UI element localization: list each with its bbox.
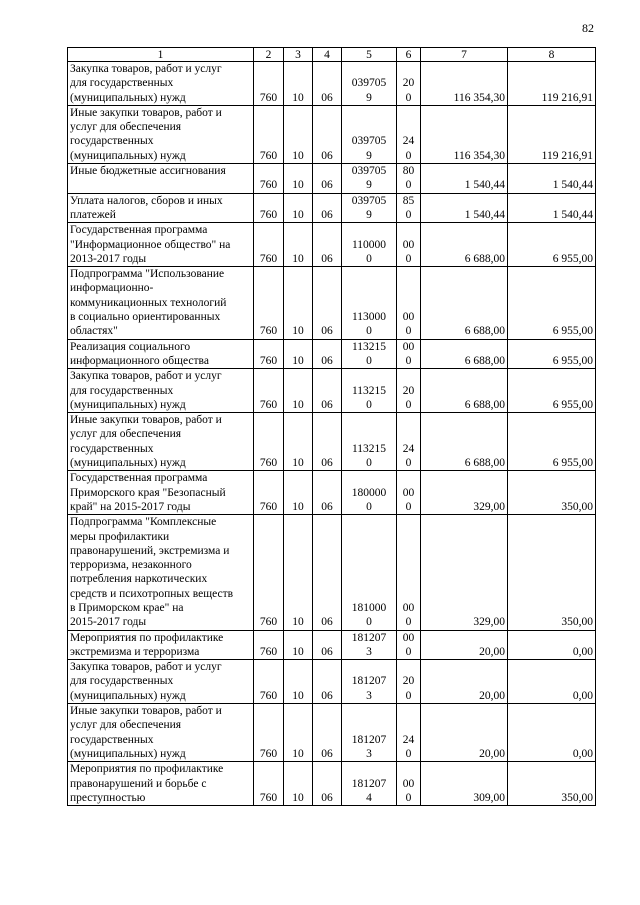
row-name [68,267,254,339]
subsection-code: 06 [313,193,342,223]
ministry-code: 760 [254,369,284,413]
row-name [68,515,254,630]
target-article-code [342,413,397,471]
row-name-line: Подпрограмма "Комплексные [70,516,217,529]
expense-type-code [397,660,421,704]
row-name-line: меры профилактики [70,530,170,543]
amount-year-1: 329,00 [421,515,508,630]
row-name [68,660,254,704]
amount-year-1: 6 688,00 [421,339,508,369]
row-name-line: в Приморском крае" на [70,601,184,614]
row-name-line: для государственных [70,675,174,688]
section-code: 10 [284,471,313,515]
row-name-line: (муниципальных) нужд [70,149,186,162]
row-name [68,704,254,762]
amount-year-1: 1 540,44 [421,193,508,223]
row-name [68,762,254,806]
ministry-code: 760 [254,105,284,163]
amount-year-1: 116 354,30 [421,62,508,106]
row-name-line: коммуникационных технологий [70,296,227,309]
expense-type-code-part: 0 [405,398,412,411]
expense-type-code-part: 0 [405,208,412,221]
row-name-line: Иные закупки товаров, работ и [70,106,222,119]
amount-year-1: 1 540,44 [421,164,508,194]
expense-type-code-part: 0 [405,616,412,629]
target-article-code-part: 039705 [351,135,387,148]
target-article-code [342,762,397,806]
amount-year-2: 119 216,91 [508,105,596,163]
row-name [68,339,254,369]
row-name-line: государственных [70,733,154,746]
expense-type-code-part: 00 [402,340,415,353]
row-name-line: Иные закупки товаров, работ и [70,705,222,718]
target-article-code [342,369,397,413]
ministry-code: 760 [254,762,284,806]
row-name-line: услуг для обеспечения [70,121,182,134]
target-article-code-part: 0 [366,325,372,338]
row-name-line: информационно- [70,282,154,295]
target-article-code-part: 110000 [351,238,387,251]
row-name-line: "Информационное общество" на [70,238,231,251]
header-row [68,48,596,62]
target-article-code [342,471,397,515]
row-name-line: для государственных [70,77,174,90]
amount-year-2: 6 955,00 [508,369,596,413]
amount-year-2: 1 540,44 [508,193,596,223]
amount-year-2: 6 955,00 [508,339,596,369]
target-article-code-part: 039705 [351,77,387,90]
column-header: 7 [421,48,508,62]
row-name-line: правонарушений и борьбе с [70,777,207,790]
row-name [68,471,254,515]
expense-type-code-part: 00 [402,777,415,790]
row-name-line: государственных [70,135,154,148]
expense-type-code-part: 0 [405,325,412,338]
table-row [68,164,596,194]
expense-type-code-part: 85 [402,194,415,207]
ministry-code: 760 [254,223,284,267]
expense-type-code-part: 0 [405,689,412,702]
target-article-code [342,704,397,762]
column-header: 3 [284,48,313,62]
row-name-line: Мероприятия по профилактике [70,763,224,776]
row-name-line: терроризма, незаконного [70,559,192,572]
row-name [68,105,254,163]
row-name [68,413,254,471]
column-header: 4 [313,48,342,62]
row-name-line: правонарушений, экстремизма и [70,544,230,557]
row-name-line: Государственная программа [70,472,208,485]
row-name-line: 2013-2017 годы [70,252,147,265]
amount-year-1: 329,00 [421,471,508,515]
expense-type-code-part: 24 [402,135,415,148]
target-article-code-part: 3 [366,747,372,760]
amount-year-1: 309,00 [421,762,508,806]
amount-year-2: 350,00 [508,515,596,630]
target-article-code-part: 4 [366,791,372,804]
target-article-code-part: 0 [366,252,372,265]
expense-type-code [397,630,421,660]
subsection-code: 06 [313,369,342,413]
section-code: 10 [284,630,313,660]
expense-type-code [397,369,421,413]
subsection-code: 06 [313,762,342,806]
amount-year-2: 119 216,91 [508,62,596,106]
target-article-code [342,267,397,339]
amount-year-2: 6 955,00 [508,413,596,471]
section-code: 10 [284,223,313,267]
subsection-code: 06 [313,339,342,369]
section-code: 10 [284,105,313,163]
ministry-code: 760 [254,660,284,704]
row-name-line: платежей [70,208,116,221]
target-article-code-part: 0 [366,500,372,513]
target-article-code-part: 181207 [351,675,387,688]
column-header: 5 [342,48,397,62]
row-name-line: (муниципальных) нужд [70,689,186,702]
expense-type-code-part: 0 [405,500,412,513]
table-row [68,62,596,106]
subsection-code: 06 [313,62,342,106]
row-name-line: средств и психотропных веществ [70,587,234,600]
row-name-line: Закупка товаров, работ и услуг [70,661,222,674]
table-row [68,471,596,515]
expense-type-code-part: 00 [402,631,415,644]
target-article-code [342,515,397,630]
target-article-code [342,164,397,194]
table-row [68,413,596,471]
budget-table [67,47,596,806]
section-code: 10 [284,193,313,223]
column-header: 2 [254,48,284,62]
amount-year-2: 350,00 [508,471,596,515]
target-article-code-part: 113215 [351,384,387,397]
ministry-code: 760 [254,471,284,515]
target-article-code-part: 0 [366,457,372,470]
column-header: 6 [397,48,421,62]
table-row [68,704,596,762]
ministry-code: 760 [254,704,284,762]
row-name-line: услуг для обеспечения [70,428,182,441]
row-name-line: государственных [70,442,154,455]
target-article-code-part: 113215 [351,340,387,353]
expense-type-code-part: 0 [405,354,412,367]
section-code: 10 [284,660,313,704]
table-row [68,369,596,413]
subsection-code: 06 [313,515,342,630]
section-code: 10 [284,267,313,339]
ministry-code: 760 [254,164,284,194]
section-code: 10 [284,164,313,194]
expense-type-code-part: 0 [405,791,412,804]
row-name-line: для государственных [70,384,174,397]
table-row [68,630,596,660]
expense-type-code-part: 20 [402,77,415,90]
section-code: 10 [284,762,313,806]
target-article-code-part: 9 [366,149,372,162]
amount-year-2: 0,00 [508,704,596,762]
row-name-line: (муниципальных) нужд [70,398,186,411]
expense-type-code-part: 20 [402,675,415,688]
table-row [68,105,596,163]
subsection-code: 06 [313,471,342,515]
row-name-line: край" на 2015-2017 годы [70,500,191,513]
row-name [68,193,254,223]
amount-year-2: 6 955,00 [508,223,596,267]
row-name-line: преступностью [70,791,146,804]
target-article-code-part: 0 [366,354,372,367]
expense-type-code [397,62,421,106]
target-article-code-part: 039705 [351,194,387,207]
ministry-code: 760 [254,339,284,369]
table-row [68,515,596,630]
amount-year-1: 6 688,00 [421,413,508,471]
subsection-code: 06 [313,413,342,471]
row-name [68,164,254,194]
target-article-code-part: 9 [366,91,372,104]
amount-year-2: 0,00 [508,660,596,704]
ministry-code: 760 [254,413,284,471]
row-name-line: Подпрограмма "Использование [70,268,225,281]
table-row [68,193,596,223]
expense-type-code-part: 0 [405,149,412,162]
row-name-line: (муниципальных) нужд [70,91,186,104]
target-article-code [342,339,397,369]
expense-type-code-part: 0 [405,645,412,658]
amount-year-2: 350,00 [508,762,596,806]
target-article-code-part: 0 [366,398,372,411]
expense-type-code [397,223,421,267]
amount-year-2: 0,00 [508,630,596,660]
amount-year-1: 116 354,30 [421,105,508,163]
expense-type-code [397,704,421,762]
amount-year-2: 1 540,44 [508,164,596,194]
subsection-code: 06 [313,105,342,163]
target-article-code [342,105,397,163]
row-name-line: услуг для обеспечения [70,719,182,732]
target-article-code [342,660,397,704]
target-article-code-part: 181000 [351,601,387,614]
target-article-code-part: 113000 [351,311,387,324]
row-name-line: Уплата налогов, сборов и иных [70,194,223,207]
expense-type-code-part: 00 [402,486,415,499]
amount-year-1: 6 688,00 [421,369,508,413]
target-article-code-part: 180000 [351,486,387,499]
expense-type-code [397,471,421,515]
ministry-code: 760 [254,515,284,630]
target-article-code-part: 181207 [351,777,387,790]
section-code: 10 [284,369,313,413]
expense-type-code-part: 80 [402,165,415,178]
amount-year-2: 6 955,00 [508,267,596,339]
table-row [68,762,596,806]
expense-type-code [397,515,421,630]
section-code: 10 [284,62,313,106]
expense-type-code-part: 0 [405,179,412,192]
subsection-code: 06 [313,164,342,194]
expense-type-code-part: 0 [405,457,412,470]
row-name-line: в социально ориентированных [70,311,221,324]
target-article-code [342,193,397,223]
subsection-code: 06 [313,660,342,704]
target-article-code-part: 3 [366,689,372,702]
table-row [68,339,596,369]
expense-type-code-part: 20 [402,384,415,397]
row-name-line: потребления наркотических [70,573,208,586]
row-name-line: Приморского края "Безопасный [70,486,226,499]
ministry-code: 760 [254,62,284,106]
section-code: 10 [284,413,313,471]
target-article-code [342,223,397,267]
expense-type-code [397,267,421,339]
amount-year-1: 6 688,00 [421,223,508,267]
row-name-line: Закупка товаров, работ и услуг [70,63,222,75]
row-name [68,369,254,413]
expense-type-code-part: 0 [405,91,412,104]
column-header: 8 [508,48,596,62]
target-article-code [342,630,397,660]
row-name-line: (муниципальных) нужд [70,457,186,470]
row-name-line: Иные закупки товаров, работ и [70,414,222,427]
row-name-line: Государственная программа [70,224,208,237]
expense-type-code-part: 00 [402,311,415,324]
row-name-line: областях" [70,325,118,338]
table-row [68,267,596,339]
ministry-code: 760 [254,267,284,339]
expense-type-code [397,762,421,806]
row-name-line: 2015-2017 годы [70,616,147,629]
expense-type-code [397,413,421,471]
expense-type-code [397,193,421,223]
subsection-code: 06 [313,630,342,660]
subsection-code: 06 [313,223,342,267]
row-name-line: Закупка товаров, работ и услуг [70,370,222,383]
expense-type-code-part: 24 [402,733,415,746]
target-article-code-part: 181207 [351,733,387,746]
section-code: 10 [284,704,313,762]
expense-type-code-part: 0 [405,747,412,760]
target-article-code-part: 9 [366,208,372,221]
row-name [68,62,254,106]
target-article-code-part: 181207 [351,631,387,644]
target-article-code [342,62,397,106]
target-article-code-part: 113215 [351,442,387,455]
amount-year-1: 20,00 [421,660,508,704]
expense-type-code-part: 0 [405,252,412,265]
row-name [68,630,254,660]
row-name-line: (муниципальных) нужд [70,747,186,760]
subsection-code: 06 [313,267,342,339]
page-number: 82 [582,21,594,35]
expense-type-code [397,105,421,163]
row-name-line: Иные бюджетные ассигнования [70,165,226,178]
target-article-code-part: 3 [366,645,372,658]
section-code: 10 [284,515,313,630]
expense-type-code [397,164,421,194]
column-header: 1 [68,48,254,62]
table-row [68,223,596,267]
amount-year-1: 6 688,00 [421,267,508,339]
section-code: 10 [284,339,313,369]
expense-type-code-part: 00 [402,238,415,251]
row-name-line: Реализация социального [70,340,191,353]
row-name-line: Мероприятия по профилактике [70,631,224,644]
row-name-line: информационного общества [70,354,209,367]
target-article-code-part: 9 [366,179,372,192]
table-body [68,62,596,806]
ministry-code: 760 [254,193,284,223]
target-article-code-part: 0 [366,616,372,629]
subsection-code: 06 [313,704,342,762]
ministry-code: 760 [254,630,284,660]
row-name [68,223,254,267]
table-row [68,660,596,704]
target-article-code-part: 039705 [351,165,387,178]
amount-year-1: 20,00 [421,704,508,762]
expense-type-code-part: 24 [402,442,415,455]
amount-year-1: 20,00 [421,630,508,660]
expense-type-code [397,339,421,369]
row-name-line: экстремизма и терроризма [70,645,200,658]
expense-type-code-part: 00 [402,601,415,614]
